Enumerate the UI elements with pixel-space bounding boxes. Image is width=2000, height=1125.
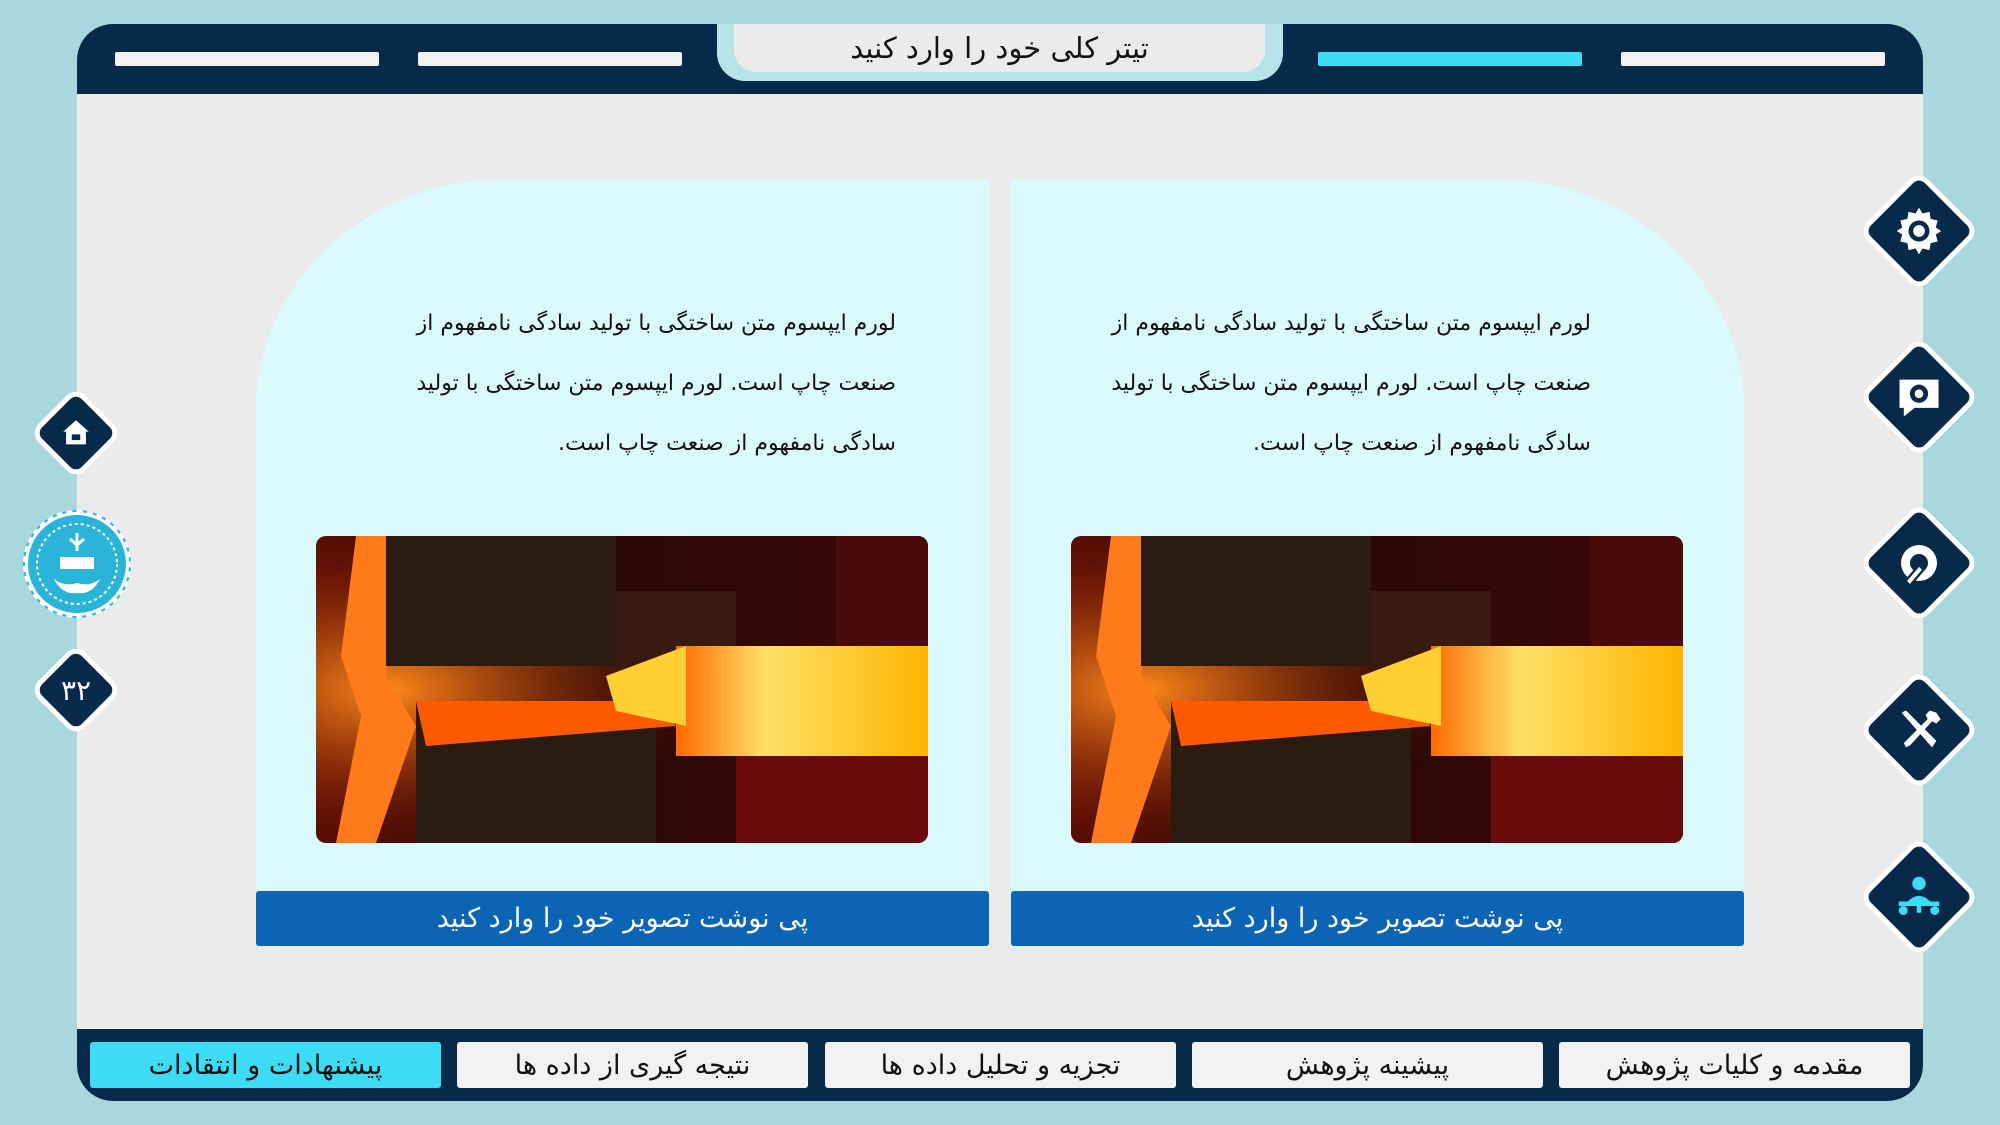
- page-title: تیتر کلی خود را وارد کنید: [734, 24, 1265, 72]
- image-caption-left: پی نوشت تصویر خود را وارد کنید: [256, 891, 989, 946]
- tab-3[interactable]: [1318, 52, 1582, 66]
- tab-4[interactable]: [1621, 52, 1885, 66]
- settings-button[interactable]: [1865, 177, 1972, 284]
- tab-2[interactable]: [418, 52, 682, 66]
- panel-text: لورم ایپسوم متن ساختگی با تولید سادگی نامفهوم از صنعت چاپ است. لورم ایپسوم متن ساختگی با تولید سادگی نامفهوم از صنعت چاپ است.: [1111, 311, 1591, 456]
- tools-icon: [1893, 704, 1945, 756]
- home-button[interactable]: [36, 393, 115, 472]
- nav-introduction[interactable]: مقدمه و کلیات پژوهش: [1559, 1042, 1910, 1088]
- nav-literature[interactable]: پیشینه پژوهش: [1192, 1042, 1543, 1088]
- person-network-icon: [1892, 870, 1946, 924]
- support-button[interactable]: [1865, 343, 1972, 450]
- nav-suggestions[interactable]: پیشنهادات و انتقادات: [90, 1042, 441, 1088]
- content-panel-left: [256, 179, 989, 909]
- network-button[interactable]: [1865, 843, 1972, 950]
- content-panel-right: [1011, 179, 1744, 909]
- nav-analysis[interactable]: تجزیه و تحلیل داده ها: [825, 1042, 1176, 1088]
- university-logo: [23, 510, 131, 618]
- page-number-badge: [36, 650, 115, 729]
- image-caption-right: پی نوشت تصویر خود را وارد کنید: [1011, 891, 1744, 946]
- page-number: ۳۲: [60, 673, 92, 707]
- wrench-gear-icon: [1892, 536, 1946, 590]
- gear-speech-icon: [1893, 371, 1945, 423]
- nav-conclusions[interactable]: نتیجه گیری از داده ها: [457, 1042, 808, 1088]
- tools-button[interactable]: [1865, 676, 1972, 783]
- home-icon: [59, 416, 93, 450]
- tab-1[interactable]: [115, 52, 379, 66]
- bottom-nav: [77, 1029, 1923, 1101]
- maintenance-button[interactable]: [1865, 509, 1972, 616]
- panel-text: لورم ایپسوم متن ساختگی با تولید سادگی نامفهوم از صنعت چاپ است. لورم ایپسوم متن ساختگی با تولید سادگی نامفهوم از صنعت چاپ است.: [416, 311, 896, 456]
- forging-image: [316, 536, 928, 843]
- gear-icon: [1891, 203, 1947, 259]
- slide-frame: [77, 24, 1923, 1101]
- forging-image: [1071, 536, 1683, 843]
